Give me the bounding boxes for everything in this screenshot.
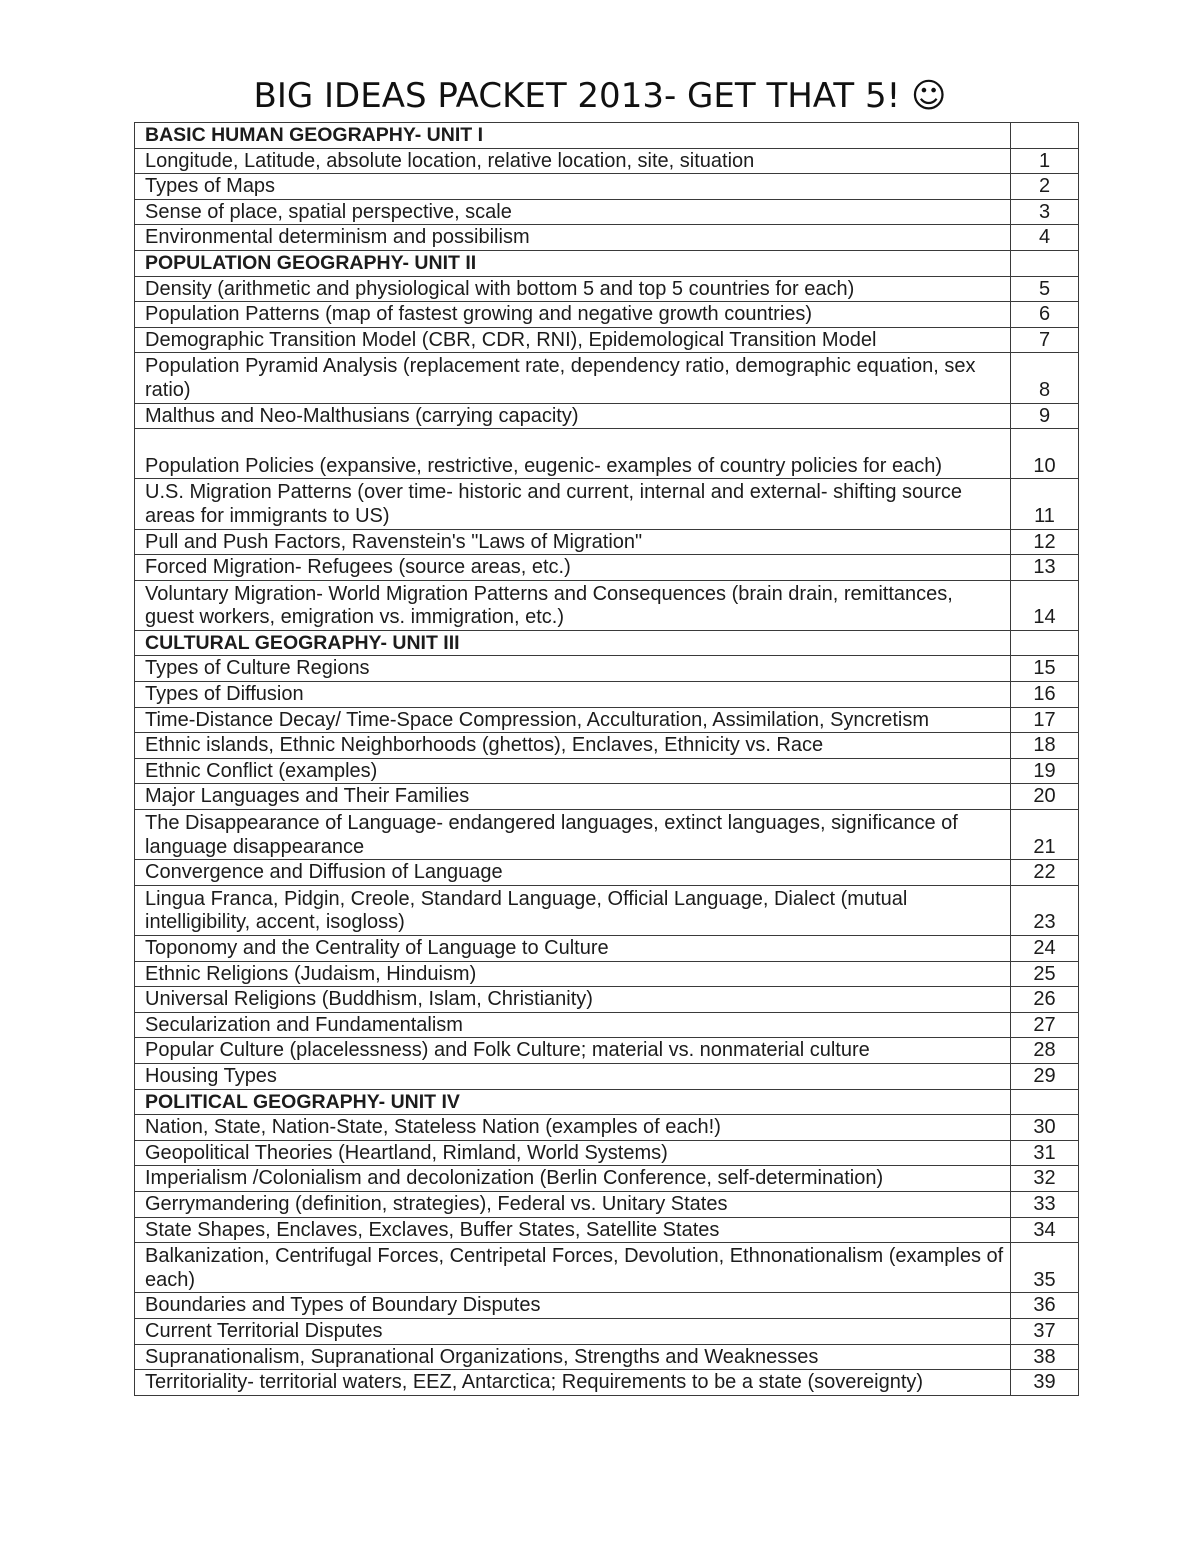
page-number-cell: 31 [1011, 1140, 1079, 1166]
page-number-cell: 38 [1011, 1344, 1079, 1370]
topic-cell: Supranationalism, Supranational Organizations, Strengths and Weaknesses [135, 1344, 1011, 1370]
topic-cell: Environmental determinism and possibilism [135, 225, 1011, 251]
table-row [135, 429, 1079, 479]
page-number-cell: 29 [1011, 1063, 1079, 1089]
table-row [135, 885, 1079, 935]
table-row [135, 758, 1079, 784]
page-number-cell: 34 [1011, 1217, 1079, 1243]
topic-cell: State Shapes, Enclaves, Exclaves, Buffer States, Satellite States [135, 1217, 1011, 1243]
section-header-unit-3 [135, 630, 1079, 656]
section-page-cell [1011, 123, 1079, 149]
topic-cell: Nation, State, Nation-State, Stateless Nation (examples of each!) [135, 1115, 1011, 1141]
page-title: BIG IDEAS PACKET 2013- GET THAT 5! ☺ [253, 76, 947, 116]
topic-cell: Population Policies (expansive, restrictive, eugenic- examples of country policies for each) [135, 429, 1011, 479]
section-heading: BASIC HUMAN GEOGRAPHY- UNIT I [135, 123, 1011, 149]
page-number-cell: 5 [1011, 276, 1079, 302]
table-row [135, 199, 1079, 225]
topic-cell: Malthus and Neo-Malthusians (carrying capacity) [135, 403, 1011, 429]
table-row [135, 276, 1079, 302]
topic-cell: Sense of place, spatial perspective, scale [135, 199, 1011, 225]
table-row [135, 1063, 1079, 1089]
table-row [135, 707, 1079, 733]
page-number-cell: 4 [1011, 225, 1079, 251]
table-row [135, 656, 1079, 682]
table-row [135, 784, 1079, 810]
topics-table [134, 122, 1079, 1396]
table-row [135, 1344, 1079, 1370]
section-page-cell [1011, 250, 1079, 276]
table-row [135, 860, 1079, 886]
page-number-cell: 14 [1011, 580, 1079, 630]
table-row [135, 327, 1079, 353]
page-number-cell: 15 [1011, 656, 1079, 682]
table-row [135, 961, 1079, 987]
page-number-cell: 28 [1011, 1038, 1079, 1064]
table-row [135, 555, 1079, 581]
page-number-cell: 23 [1011, 885, 1079, 935]
topic-cell: Housing Types [135, 1063, 1011, 1089]
table-row [135, 479, 1079, 529]
section-page-cell [1011, 1089, 1079, 1115]
page-number-cell: 18 [1011, 733, 1079, 759]
topic-cell: Universal Religions (Buddhism, Islam, Christianity) [135, 987, 1011, 1013]
topic-cell: Types of Culture Regions [135, 656, 1011, 682]
topic-cell: Time-Distance Decay/ Time-Space Compression, Acculturation, Assimilation, Syncretism [135, 707, 1011, 733]
section-header-unit-4 [135, 1089, 1079, 1115]
table-row [135, 1293, 1079, 1319]
table-row [135, 1318, 1079, 1344]
topic-cell: Current Territorial Disputes [135, 1318, 1011, 1344]
section-page-cell [1011, 630, 1079, 656]
page-number-cell: 39 [1011, 1370, 1079, 1396]
page-number-cell: 22 [1011, 860, 1079, 886]
page-number-cell: 33 [1011, 1191, 1079, 1217]
page-number-cell: 3 [1011, 199, 1079, 225]
table-row [135, 1140, 1079, 1166]
table-row [135, 174, 1079, 200]
page-number-cell: 32 [1011, 1166, 1079, 1192]
page-number-cell: 20 [1011, 784, 1079, 810]
topic-cell: Imperialism /Colonialism and decolonization (Berlin Conference, self-determination) [135, 1166, 1011, 1192]
page-number-cell: 35 [1011, 1243, 1079, 1293]
topic-cell: Ethnic Religions (Judaism, Hinduism) [135, 961, 1011, 987]
topic-cell: Demographic Transition Model (CBR, CDR, RNI), Epidemological Transition Model [135, 327, 1011, 353]
topic-cell: Boundaries and Types of Boundary Disputes [135, 1293, 1011, 1319]
table-row [135, 1012, 1079, 1038]
page-number-cell: 16 [1011, 682, 1079, 708]
table-row [135, 1038, 1079, 1064]
topic-cell: Types of Diffusion [135, 682, 1011, 708]
topic-cell: Gerrymandering (definition, strategies), Federal vs. Unitary States [135, 1191, 1011, 1217]
topic-cell: Longitude, Latitude, absolute location, relative location, site, situation [135, 148, 1011, 174]
page-number-cell: 6 [1011, 302, 1079, 328]
page-number-cell: 8 [1011, 353, 1079, 403]
page-number-cell: 25 [1011, 961, 1079, 987]
page-number-cell: 24 [1011, 936, 1079, 962]
page-number-cell: 36 [1011, 1293, 1079, 1319]
page-number-cell: 37 [1011, 1318, 1079, 1344]
topic-cell: Popular Culture (placelessness) and Folk Culture; material vs. nonmaterial culture [135, 1038, 1011, 1064]
table-row [135, 810, 1079, 860]
table-row [135, 936, 1079, 962]
topic-cell: Density (arithmetic and physiological with bottom 5 and top 5 countries for each) [135, 276, 1011, 302]
topic-cell: Ethnic islands, Ethnic Neighborhoods (ghettos), Enclaves, Ethnicity vs. Race [135, 733, 1011, 759]
table-row [135, 1115, 1079, 1141]
topic-cell: Population Patterns (map of fastest growing and negative growth countries) [135, 302, 1011, 328]
topic-cell: U.S. Migration Patterns (over time- historic and current, internal and external- shifting source areas for immigrants to US) [135, 479, 1011, 529]
page-number-cell: 2 [1011, 174, 1079, 200]
topic-cell: Forced Migration- Refugees (source areas, etc.) [135, 555, 1011, 581]
table-row [135, 733, 1079, 759]
topic-cell: Voluntary Migration- World Migration Patterns and Consequences (brain drain, remittances, guest workers, emigration vs. immigration, etc.) [135, 580, 1011, 630]
topic-cell: Territoriality- territorial waters, EEZ, Antarctica; Requirements to be a state (sovereignty) [135, 1370, 1011, 1396]
topic-cell: The Disappearance of Language- endangered languages, extinct languages, significance of language disappearance [135, 810, 1011, 860]
section-heading: POLITICAL GEOGRAPHY- UNIT IV [135, 1089, 1011, 1115]
section-header-unit-1 [135, 123, 1079, 149]
table-row [135, 1191, 1079, 1217]
table-row [135, 987, 1079, 1013]
table-row [135, 1166, 1079, 1192]
page-number-cell: 30 [1011, 1115, 1079, 1141]
table-row [135, 302, 1079, 328]
table-row [135, 148, 1079, 174]
table-row [135, 529, 1079, 555]
topic-cell: Geopolitical Theories (Heartland, Rimland, World Systems) [135, 1140, 1011, 1166]
page-number-cell: 26 [1011, 987, 1079, 1013]
section-heading: CULTURAL GEOGRAPHY- UNIT III [135, 630, 1011, 656]
topic-cell: Convergence and Diffusion of Language [135, 860, 1011, 886]
table-row [135, 682, 1079, 708]
table-row [135, 580, 1079, 630]
table-row [135, 353, 1079, 403]
topics-table-body [135, 123, 1079, 1396]
page-number-cell: 19 [1011, 758, 1079, 784]
table-row [135, 225, 1079, 251]
page-number-cell: 9 [1011, 403, 1079, 429]
page-number-cell: 21 [1011, 810, 1079, 860]
topic-cell: Major Languages and Their Families [135, 784, 1011, 810]
topic-cell: Types of Maps [135, 174, 1011, 200]
section-heading: POPULATION GEOGRAPHY- UNIT II [135, 250, 1011, 276]
table-row [135, 1370, 1079, 1396]
page-number-cell: 13 [1011, 555, 1079, 581]
table-row [135, 1217, 1079, 1243]
page-number-cell: 1 [1011, 148, 1079, 174]
table-row [135, 403, 1079, 429]
table-row [135, 1243, 1079, 1293]
topic-cell: Ethnic Conflict (examples) [135, 758, 1011, 784]
topic-cell: Toponomy and the Centrality of Language to Culture [135, 936, 1011, 962]
topic-cell: Population Pyramid Analysis (replacement rate, dependency ratio, demographic equation, sex ratio) [135, 353, 1011, 403]
page-number-cell: 12 [1011, 529, 1079, 555]
page-number-cell: 11 [1011, 479, 1079, 529]
page-number-cell: 27 [1011, 1012, 1079, 1038]
page-number-cell: 10 [1011, 429, 1079, 479]
page-number-cell: 7 [1011, 327, 1079, 353]
topic-cell: Pull and Push Factors, Ravenstein's "Laws of Migration" [135, 529, 1011, 555]
section-header-unit-2 [135, 250, 1079, 276]
page-number-cell: 17 [1011, 707, 1079, 733]
topic-cell: Lingua Franca, Pidgin, Creole, Standard Language, Official Language, Dialect (mutual intelligibility, accent, isogloss) [135, 885, 1011, 935]
topic-cell: Balkanization, Centrifugal Forces, Centripetal Forces, Devolution, Ethnonationalism (examples of each) [135, 1243, 1011, 1293]
topic-cell: Secularization and Fundamentalism [135, 1012, 1011, 1038]
